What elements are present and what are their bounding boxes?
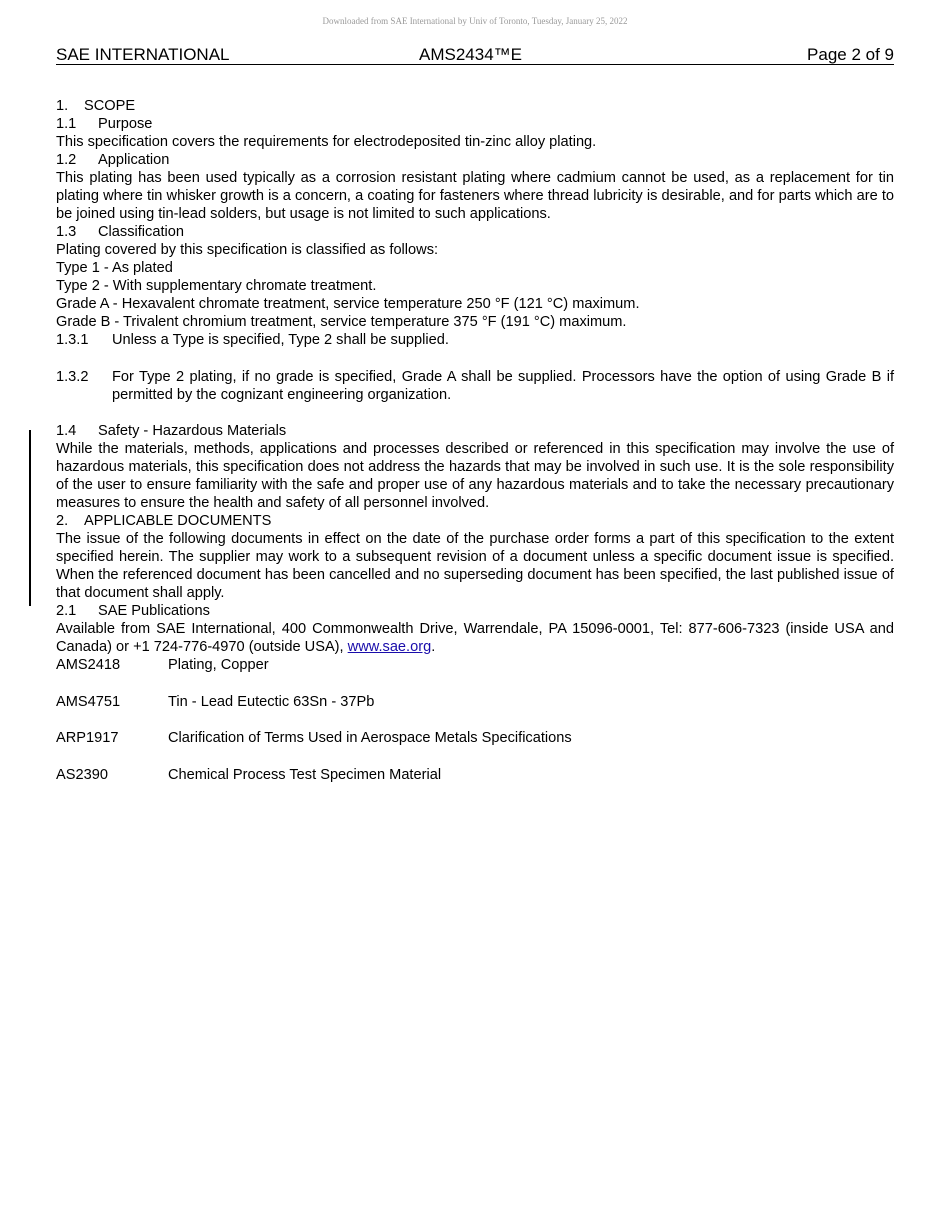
section-title: SCOPE [84, 98, 136, 114]
document-code: AMS2418 [56, 657, 121, 673]
section-1-2-text: This plating has been used typically as a corrosion resistant plating where cadmium cannot be used, as a replacement for tin plating where tin whisker growth is a concern, a coating for fasteners where thread lubricity is desirable, and for parts which are to be joined using tin-lead solders, but usage is not limited to such applications. [56, 170, 894, 222]
header-organization: SAE INTERNATIONAL [56, 45, 230, 64]
document-list-item [56, 729, 894, 747]
section-1-4-heading [56, 422, 894, 440]
document-code: ARP1917 [56, 730, 119, 746]
document-code: AS2390 [56, 766, 108, 783]
sae-website-link[interactable]: www.sae.org [347, 639, 432, 655]
section-number: 1.1 [56, 116, 77, 132]
document-body [56, 97, 894, 802]
section-title: SAE Publications [98, 603, 210, 619]
type-1-definition: Type 1 - As plated [56, 260, 173, 276]
type-2-definition: Type 2 - With supplementary chromate treatment. [56, 278, 377, 294]
revision-change-bar [29, 430, 31, 606]
page-header [56, 44, 894, 65]
document-code: AMS4751 [56, 693, 121, 710]
section-1-3-1 [56, 331, 894, 349]
classification-intro: Plating covered by this specification is classified as follows: [56, 242, 439, 258]
section-1-3-heading [56, 223, 894, 241]
document-list-item [56, 693, 894, 711]
section-number: 2.1 [56, 603, 77, 619]
section-1-1-heading [56, 115, 894, 133]
section-2-text: The issue of the following documents in effect on the date of the purchase order forms a part of this specification to the extent specified herein. The supplier may work to a subsequent revision of a document unless a specific document issue is specified. When the referenced document has been cancelled and no superseding document has been specified, the last published issue of that document shall apply. [56, 531, 894, 601]
section-1-4-text: While the materials, methods, applications and processes described or referenced in this specification may involve the use of hazardous materials, this specification does not address the hazards that may be involved in such use. It is the sole responsibility of the user to ensure familiarity with the safe and proper use of any hazardous materials and to take the necessary precautionary measures to ensure the health and safety of all personnel involved. [56, 441, 894, 511]
download-watermark: Downloaded from SAE International by Univ of Toronto, Tuesday, January 25, 2022 [322, 16, 628, 26]
section-1-3-2 [56, 368, 894, 404]
section-number: 1.3 [56, 224, 77, 240]
section-1-heading [56, 97, 894, 115]
availability-text-end: . [431, 639, 436, 655]
section-1-2-heading [56, 151, 894, 169]
availability-text: Available from SAE International, 400 Commonwealth Drive, Warrendale, PA 15096-0001, Tel: 877-606-7323 (inside USA and Canada) or +1 724-776-4970 (outside USA), [56, 621, 894, 655]
section-text: For Type 2 plating, if no grade is specified, Grade A shall be supplied. Processors have the option of using Grade B if permitted by the cognizant engineering organization. [112, 368, 894, 403]
document-title: Tin - Lead Eutectic 63Sn - 37Pb [168, 693, 375, 710]
section-title: Purpose [98, 116, 153, 132]
section-title: Safety - Hazardous Materials [98, 423, 287, 439]
section-number: 2. [56, 513, 69, 529]
section-text: Unless a Type is specified, Type 2 shall be supplied. [112, 332, 449, 348]
document-title: Clarification of Terms Used in Aerospace Metals Specifications [168, 730, 572, 746]
section-title: APPLICABLE DOCUMENTS [84, 513, 272, 529]
header-document-number: AMS2434™E [419, 45, 522, 64]
grade-b-definition: Grade B - Trivalent chromium treatment, service temperature 375 °F (191 °C) maximum. [56, 314, 627, 330]
section-number: 1.3.2 [56, 368, 89, 385]
section-number: 1.4 [56, 423, 77, 439]
section-1-1-text: This specification covers the requirements for electrodeposited tin-zinc alloy plating. [56, 134, 597, 150]
section-number: 1. [56, 98, 69, 114]
document-list-item [56, 766, 894, 784]
section-2-heading [56, 512, 894, 530]
section-2-1-heading [56, 602, 894, 620]
document-title: Chemical Process Test Specimen Material [168, 766, 442, 783]
section-title: Classification [98, 224, 184, 240]
document-list-item [56, 656, 894, 674]
section-title: Application [98, 152, 170, 168]
section-2-1-text [56, 620, 894, 656]
header-page-number: Page 2 of 9 [807, 45, 894, 64]
document-title: Plating, Copper [168, 657, 269, 673]
grade-a-definition: Grade A - Hexavalent chromate treatment, service temperature 250 °F (121 °C) maximum. [56, 296, 640, 312]
section-number: 1.3.1 [56, 332, 89, 348]
section-number: 1.2 [56, 152, 77, 168]
